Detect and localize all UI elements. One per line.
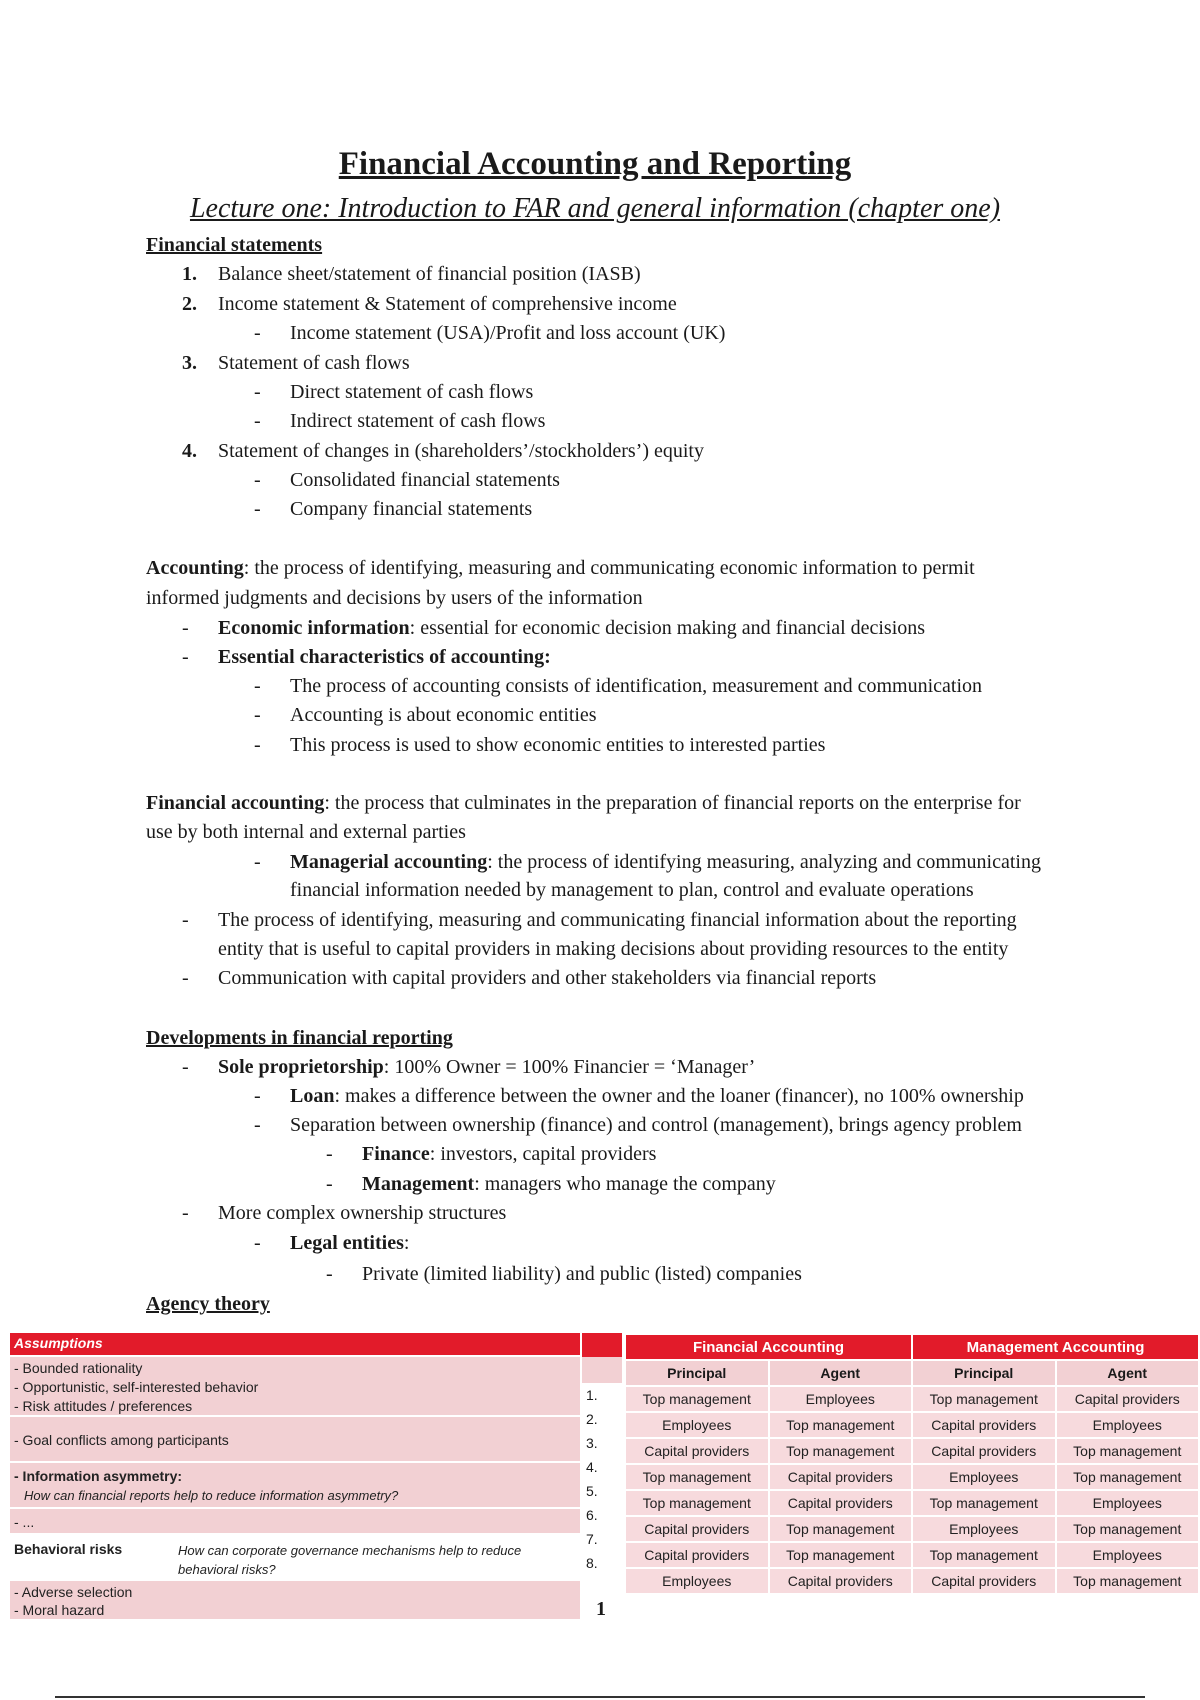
fa-bullet-1b: entity that is useful to capital providers in making decisions about providing resources to the entity (218, 938, 1009, 960)
management-bullet: - Management: managers who manage the company (326, 1173, 776, 1195)
row-number: 2. (586, 1411, 598, 1427)
essential-characteristics-bullet: - Essential characteristics of accounting: (182, 646, 551, 668)
financial-accounting-definition (146, 789, 1021, 817)
table-cell: Employees (1056, 1490, 1200, 1516)
row-number: 3. (586, 1435, 598, 1451)
table-cell: Top management (1056, 1516, 1200, 1542)
fs-text-2: Income statement & Statement of comprehensive income (218, 293, 677, 315)
table-row (625, 1490, 1199, 1516)
loan-bullet: - Loan: makes a difference between the owner and the loaner (financer), no 100% ownership (254, 1085, 1024, 1107)
financial-accounting-def-2: use by both internal and external parties (146, 821, 466, 843)
finance-term: Finance (362, 1143, 430, 1165)
fs-item-2 (182, 290, 677, 318)
financial-accounting-def-1: : the process that culminates in the preparation of financial reports on the enterprise for (324, 792, 1021, 814)
footer-divider (55, 1696, 1145, 1698)
table-cell: Capital providers (625, 1438, 769, 1464)
fs-item-3 (182, 349, 410, 377)
fs-text-4b: Company financial statements (290, 498, 533, 520)
fs-subitem: - Income statement (USA)/Profit and loss account (UK) (254, 322, 726, 344)
assumptions-group-2 (10, 1463, 580, 1509)
accounting-def-1: : the process of identifying, measuring and communicating economic information to permit (243, 557, 975, 579)
table-cell: Employees (769, 1386, 913, 1412)
table-cell: Capital providers (912, 1438, 1056, 1464)
table-cell: Capital providers (769, 1568, 913, 1594)
loan-text: : makes a difference between the owner and the loaner (financer), no 100% ownership (334, 1085, 1024, 1107)
fa-bullet: - Communication with capital providers and other stakeholders via financial reports (182, 967, 877, 989)
fs-text-4a: Consolidated financial statements (290, 469, 560, 491)
fs-num-1: 1. (182, 263, 197, 285)
sole-proprietorship-text: : 100% Owner = 100% Financier = ‘Manager’ (383, 1056, 756, 1078)
legal-entities-bullet: - Legal entities: (254, 1232, 410, 1254)
loan-term: Loan (290, 1085, 335, 1107)
principal-header: Principal (625, 1360, 769, 1386)
financial-accounting-term: Financial accounting (146, 792, 325, 814)
agent-header: Agent (1056, 1360, 1200, 1386)
managerial-accounting-term: Managerial accounting (290, 851, 488, 873)
row-number: 6. (586, 1507, 598, 1523)
fs-text-3a: Direct statement of cash flows (290, 381, 534, 403)
economic-information-term: Economic information (218, 617, 410, 639)
table-cell: Top management (769, 1412, 913, 1438)
assumption-item: - Goal conflicts among participants (10, 1417, 580, 1463)
table-cell: Capital providers (1056, 1386, 1200, 1412)
agency-theory-heading: Agency theory (146, 1293, 270, 1315)
complex-text: More complex ownership structures (218, 1202, 507, 1224)
assumption-item: - Opportunistic, self-interested behavior (14, 1379, 259, 1395)
separation-text: Separation between ownership (finance) and control (management), brings agency problem (290, 1114, 1022, 1136)
characteristic-item: - Accounting is about economic entities (254, 704, 597, 726)
assumption-item: - ... (10, 1509, 580, 1535)
assumption-item: - Bounded rationality (14, 1360, 143, 1376)
table-row (625, 1412, 1199, 1438)
table-cell: Top management (912, 1490, 1056, 1516)
table-cell: Top management (912, 1542, 1056, 1568)
page-number: 1 (596, 1598, 606, 1620)
table-cell: Capital providers (769, 1464, 913, 1490)
behavioral-risks-row (10, 1535, 580, 1581)
document-subtitle: Lecture one: Introduction to FAR and general information (chapter one) (189, 193, 1001, 224)
table-cell: Top management (769, 1438, 913, 1464)
behavioral-risks-group (10, 1581, 580, 1621)
sole-proprietorship-term: Sole proprietorship (218, 1056, 384, 1078)
behavioral-risks-note: How can corporate governance mechanisms help to reduce behavioral risks? (178, 1543, 522, 1577)
management-accounting-header: Management Accounting (912, 1334, 1199, 1360)
fs-text-1: Balance sheet/statement of financial position (IASB) (218, 263, 641, 285)
fs-text-3: Statement of cash flows (218, 352, 410, 374)
table-cell: Top management (625, 1386, 769, 1412)
principal-agent-table (624, 1333, 1200, 1595)
characteristic-2: Accounting is about economic entities (290, 704, 597, 726)
economic-information-text: : essential for economic decision making and financial decisions (409, 617, 926, 639)
finance-bullet: - Finance: investors, capital providers (326, 1143, 657, 1165)
separation-bullet: - Separation between ownership (finance) and control (management), brings agency problem (254, 1114, 1022, 1136)
table-cell: Top management (769, 1516, 913, 1542)
table-row (625, 1438, 1199, 1464)
table-cell: Employees (625, 1568, 769, 1594)
private-public-text: Private (limited liability) and public (listed) companies (362, 1263, 802, 1285)
assumptions-table (10, 1333, 580, 1621)
assumption-note: How can financial reports help to reduce information asymmetry? (24, 1488, 399, 1503)
sole-proprietorship-bullet: - Sole proprietorship: 100% Owner = 100% Financier = ‘Manager’ (182, 1056, 756, 1078)
row-number: 8. (586, 1555, 598, 1571)
financial-statements-heading: Financial statements (146, 234, 323, 256)
table-cell: Employees (625, 1412, 769, 1438)
table-cell: Top management (625, 1464, 769, 1490)
fa-bullet-1a: The process of identifying, measuring and communicating financial information about the reporting (218, 909, 1017, 931)
row-number: 5. (586, 1483, 598, 1499)
table-cell: Top management (769, 1542, 913, 1568)
managerial-accounting-text-2: financial information needed by management to plan, control and evaluate operations (290, 879, 974, 901)
financial-accounting-header: Financial Accounting (625, 1334, 912, 1360)
table-cell: Employees (912, 1516, 1056, 1542)
fs-subitem: - Consolidated financial statements (254, 469, 560, 491)
assumptions-group-1 (10, 1357, 580, 1417)
accounting-definition (146, 554, 975, 582)
fs-text-4: Statement of changes in (shareholders’/stockholders’) equity (218, 440, 704, 462)
complex-bullet: - More complex ownership structures (182, 1202, 507, 1224)
table-row (625, 1464, 1199, 1490)
table-cell: Capital providers (769, 1490, 913, 1516)
fs-text-3b: Indirect statement of cash flows (290, 410, 546, 432)
assumption-item: - Information asymmetry: (14, 1468, 183, 1484)
fs-text-2a: Income statement (USA)/Profit and loss account (UK) (290, 322, 726, 344)
agent-header: Agent (769, 1360, 913, 1386)
table-cell: Capital providers (912, 1412, 1056, 1438)
economic-information-bullet: - Economic information: essential for economic decision making and financial decisions (182, 617, 926, 639)
fs-num-3: 3. (182, 352, 197, 374)
risk-item: - Adverse selection (14, 1584, 133, 1600)
assumptions-header: Assumptions (10, 1333, 580, 1357)
managerial-accounting-text-1: : the process of identifying measuring, analyzing and communicating (487, 851, 1041, 873)
fs-num-2: 2. (182, 293, 197, 315)
numcol-subheader (582, 1357, 622, 1383)
table-row (625, 1542, 1199, 1568)
fs-subitem: - Indirect statement of cash flows (254, 410, 546, 432)
legal-entities-term: Legal entities (290, 1232, 404, 1254)
fs-item-4 (182, 437, 704, 465)
finance-text: : investors, capital providers (429, 1143, 657, 1165)
table-cell: Top management (1056, 1568, 1200, 1594)
characteristic-1: The process of accounting consists of identification, measurement and communication (290, 675, 983, 697)
private-public-bullet: - Private (limited liability) and public (listed) companies (326, 1263, 802, 1285)
characteristic-item: - The process of accounting consists of identification, measurement and communication (254, 675, 983, 697)
row-number-column (582, 1333, 622, 1575)
row-number: 1. (586, 1387, 598, 1403)
legal-entities-colon: : (403, 1232, 410, 1254)
document-title: Financial Accounting and Reporting (338, 146, 852, 182)
table-cell: Capital providers (912, 1568, 1056, 1594)
table-cell: Top management (1056, 1464, 1200, 1490)
accounting-def-2: informed judgments and decisions by users of the information (146, 587, 643, 609)
risk-item: - Moral hazard (14, 1602, 105, 1618)
table-row (625, 1386, 1199, 1412)
fa-bullet-2: Communication with capital providers and other stakeholders via financial reports (218, 967, 877, 989)
fs-item-1 (182, 260, 641, 288)
table-cell: Capital providers (625, 1542, 769, 1568)
row-number: 7. (586, 1531, 598, 1547)
behavioral-risks-label: Behavioral risks (14, 1541, 123, 1557)
characteristic-3: This process is used to show economic entities to interested parties (290, 734, 826, 756)
fs-subitem: - Direct statement of cash flows (254, 381, 534, 403)
table-cell: Capital providers (625, 1516, 769, 1542)
fs-subitem: - Company financial statements (254, 498, 533, 520)
essential-characteristics-term: Essential characteristics of accounting: (218, 646, 551, 668)
fa-bullet: - The process of identifying, measuring and communicating financial information about the reporting (182, 909, 1017, 931)
table-cell: Employees (912, 1464, 1056, 1490)
table-cell: Top management (625, 1490, 769, 1516)
principal-header: Principal (912, 1360, 1056, 1386)
row-number: 4. (586, 1459, 598, 1475)
numcol-header (582, 1333, 622, 1357)
management-term: Management (362, 1173, 475, 1195)
management-text: : managers who manage the company (474, 1173, 776, 1195)
characteristic-item: - This process is used to show economic entities to interested parties (254, 734, 826, 756)
table-cell: Employees (1056, 1412, 1200, 1438)
table-row (625, 1516, 1199, 1542)
fs-num-4: 4. (182, 440, 197, 462)
assumption-item: - Risk attitudes / preferences (14, 1398, 193, 1414)
developments-heading: Developments in financial reporting (146, 1027, 453, 1049)
table-cell: Top management (912, 1386, 1056, 1412)
table-cell: Employees (1056, 1542, 1200, 1568)
table-cell: Top management (1056, 1438, 1200, 1464)
table-row (625, 1568, 1199, 1594)
accounting-term: Accounting (146, 557, 244, 579)
managerial-accounting-bullet: - Managerial accounting: the process of identifying measuring, analyzing and communicating (254, 851, 1041, 873)
